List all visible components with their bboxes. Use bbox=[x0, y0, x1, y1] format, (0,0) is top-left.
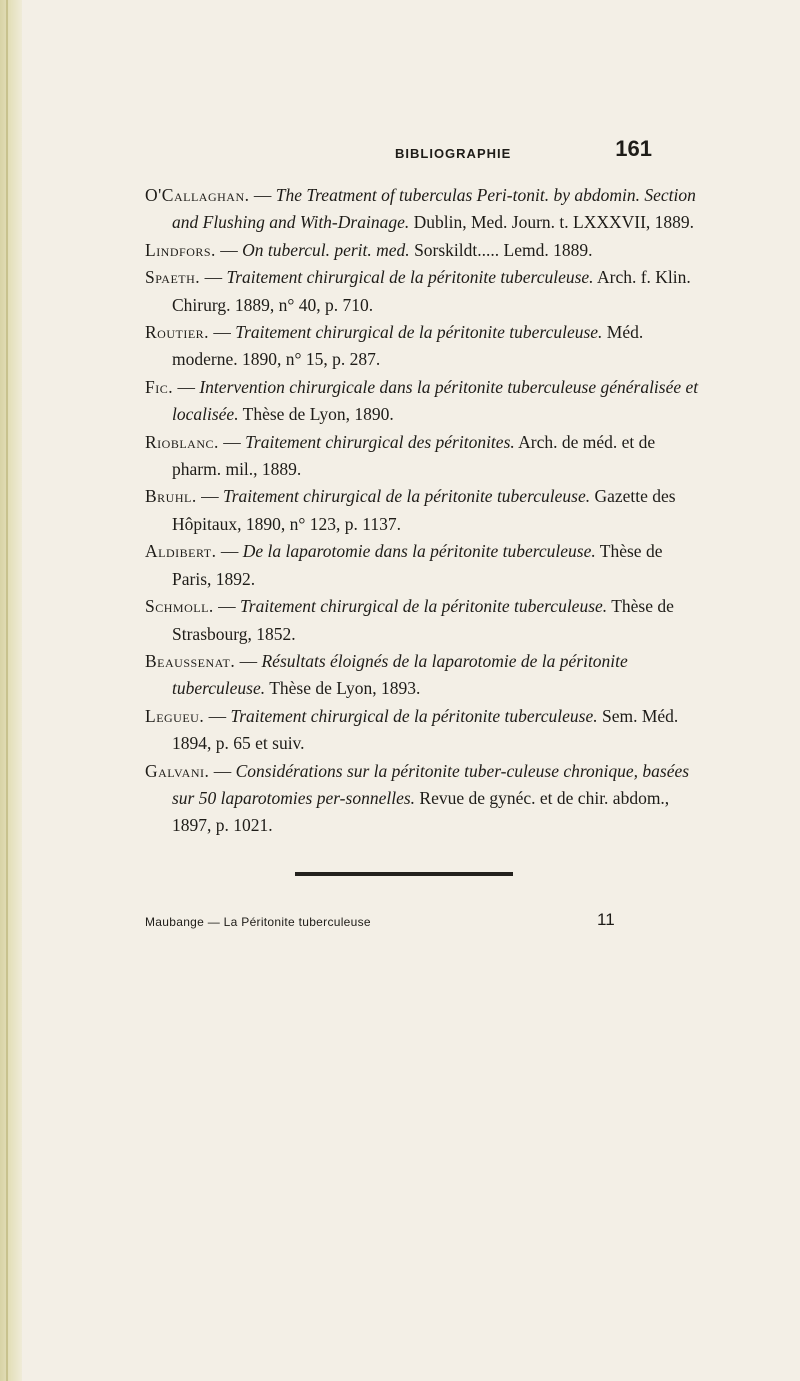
page-number: 161 bbox=[615, 136, 652, 161]
entry-title: Traitement chirurgical de la péritonite tuberculeuse. bbox=[235, 322, 603, 343]
entry-details: Méd. moderne. 1890, n° 15, p. 287. bbox=[172, 322, 644, 370]
entry-title: Traitement chirurgical de la péritonite tuberculeuse. bbox=[222, 486, 591, 507]
running-title: BIBLIOGRAPHIE bbox=[395, 146, 512, 161]
bibliography-entry bbox=[145, 374, 705, 429]
entry-title: Considérations sur la péritonite tuber-culeuse chronique, basées sur 50 laparotomies per-sonnelles. bbox=[172, 760, 690, 808]
entry-author: Fic. bbox=[145, 376, 174, 397]
entry-separator: — bbox=[218, 431, 246, 452]
entry-details: Arch. f. Klin. Chirurg. 1889, n° 40, p. 710. bbox=[172, 267, 691, 315]
signature-mark: 11 bbox=[597, 910, 615, 929]
bibliography-entry bbox=[145, 703, 705, 758]
bibliography-entry bbox=[145, 264, 705, 319]
bibliography-entry bbox=[145, 538, 705, 593]
entry-author: Routier. bbox=[145, 322, 210, 343]
entry-author: Bruhl. bbox=[145, 486, 197, 507]
entry-title: Traitement chirurgical de la péritonite tuberculeuse. bbox=[226, 267, 594, 288]
entry-author: Spaeth. bbox=[145, 267, 201, 288]
entry-separator: — bbox=[213, 596, 241, 617]
section-end-rule bbox=[295, 872, 513, 876]
entry-author: Schmoll. bbox=[145, 596, 214, 617]
entry-separator: — bbox=[249, 185, 276, 205]
entry-details: Dublin, Med. Journ. t. LXXXVII, 1889. bbox=[409, 212, 695, 233]
page-header bbox=[145, 136, 705, 176]
entry-title: The Treatment of tuberculas Peri-tonit. by abdomin. Section and Flushing and With-Drainage. bbox=[172, 185, 696, 233]
footer-text: Maubange — La Péritonite tuberculeuse bbox=[145, 915, 371, 929]
entry-title: Traitement chirurgical de la péritonite tuberculeuse. bbox=[240, 596, 608, 617]
entry-author: Lindfors. bbox=[145, 239, 216, 260]
entry-details: Sorskildt..... Lemd. 1889. bbox=[409, 239, 593, 260]
entry-title: Traitement chirurgical des péritonites. bbox=[245, 431, 515, 452]
bibliography-entry bbox=[145, 319, 705, 374]
page-footer bbox=[145, 910, 705, 940]
entry-separator: — bbox=[216, 541, 243, 562]
entry-details: Gazette des Hôpitaux, 1890, n° 123, p. 1137. bbox=[172, 486, 676, 534]
entry-title: De la laparotomie dans la péritonite tuberculeuse. bbox=[242, 541, 596, 562]
bibliography-entry bbox=[145, 593, 705, 648]
entry-separator: — bbox=[209, 760, 236, 781]
bibliography-entry bbox=[145, 483, 705, 538]
entry-details: Sem. Méd. 1894, p. 65 et suiv. bbox=[172, 705, 679, 754]
entry-separator: — bbox=[173, 376, 200, 397]
entry-author: Legueu. bbox=[145, 705, 205, 726]
page-gutter bbox=[0, 0, 22, 1381]
bibliography-entry bbox=[145, 429, 705, 484]
entry-separator: — bbox=[200, 267, 227, 288]
entry-title: Résultats éloignés de la laparotomie de la péritonite tuberculeuse. bbox=[172, 650, 628, 699]
entry-details: Thèse de Paris, 1892. bbox=[172, 541, 663, 589]
bibliography-entry bbox=[145, 648, 705, 703]
entry-author: O'Callaghan. bbox=[145, 185, 250, 205]
entry-separator: — bbox=[235, 650, 262, 671]
entry-details: Thèse de Lyon, 1893. bbox=[265, 678, 421, 699]
bibliography-entry bbox=[145, 758, 705, 840]
entry-separator: — bbox=[196, 486, 223, 507]
entry-details: Revue de gynéc. et de chir. abdom., 1897, p. 1021. bbox=[172, 787, 670, 836]
entry-title: Traitement chirurgical de la péritonite tuberculeuse. bbox=[230, 705, 598, 726]
entry-author: Galvani. bbox=[145, 760, 210, 781]
entry-details: Arch. de méd. et de pharm. mil., 1889. bbox=[172, 431, 656, 480]
entry-author: Beaussenat. bbox=[145, 650, 236, 671]
bibliography-entry bbox=[145, 182, 705, 237]
entry-separator: — bbox=[209, 322, 236, 343]
entry-separator: — bbox=[204, 705, 231, 726]
entry-title: On tubercul. perit. med. bbox=[242, 239, 410, 260]
bibliography-list bbox=[145, 182, 705, 840]
entry-title: Intervention chirurgicale dans la péritonite tuberculeuse généralisée et localisée. bbox=[172, 376, 699, 425]
entry-author: Aldibert. bbox=[145, 541, 217, 562]
entry-details: Thèse de Lyon, 1890. bbox=[238, 404, 394, 425]
entry-author: Rioblanc. bbox=[145, 431, 219, 452]
entry-separator: — bbox=[215, 239, 243, 260]
bibliography-entry bbox=[145, 237, 705, 264]
entry-details: Thèse de Strasbourg, 1852. bbox=[172, 596, 674, 644]
